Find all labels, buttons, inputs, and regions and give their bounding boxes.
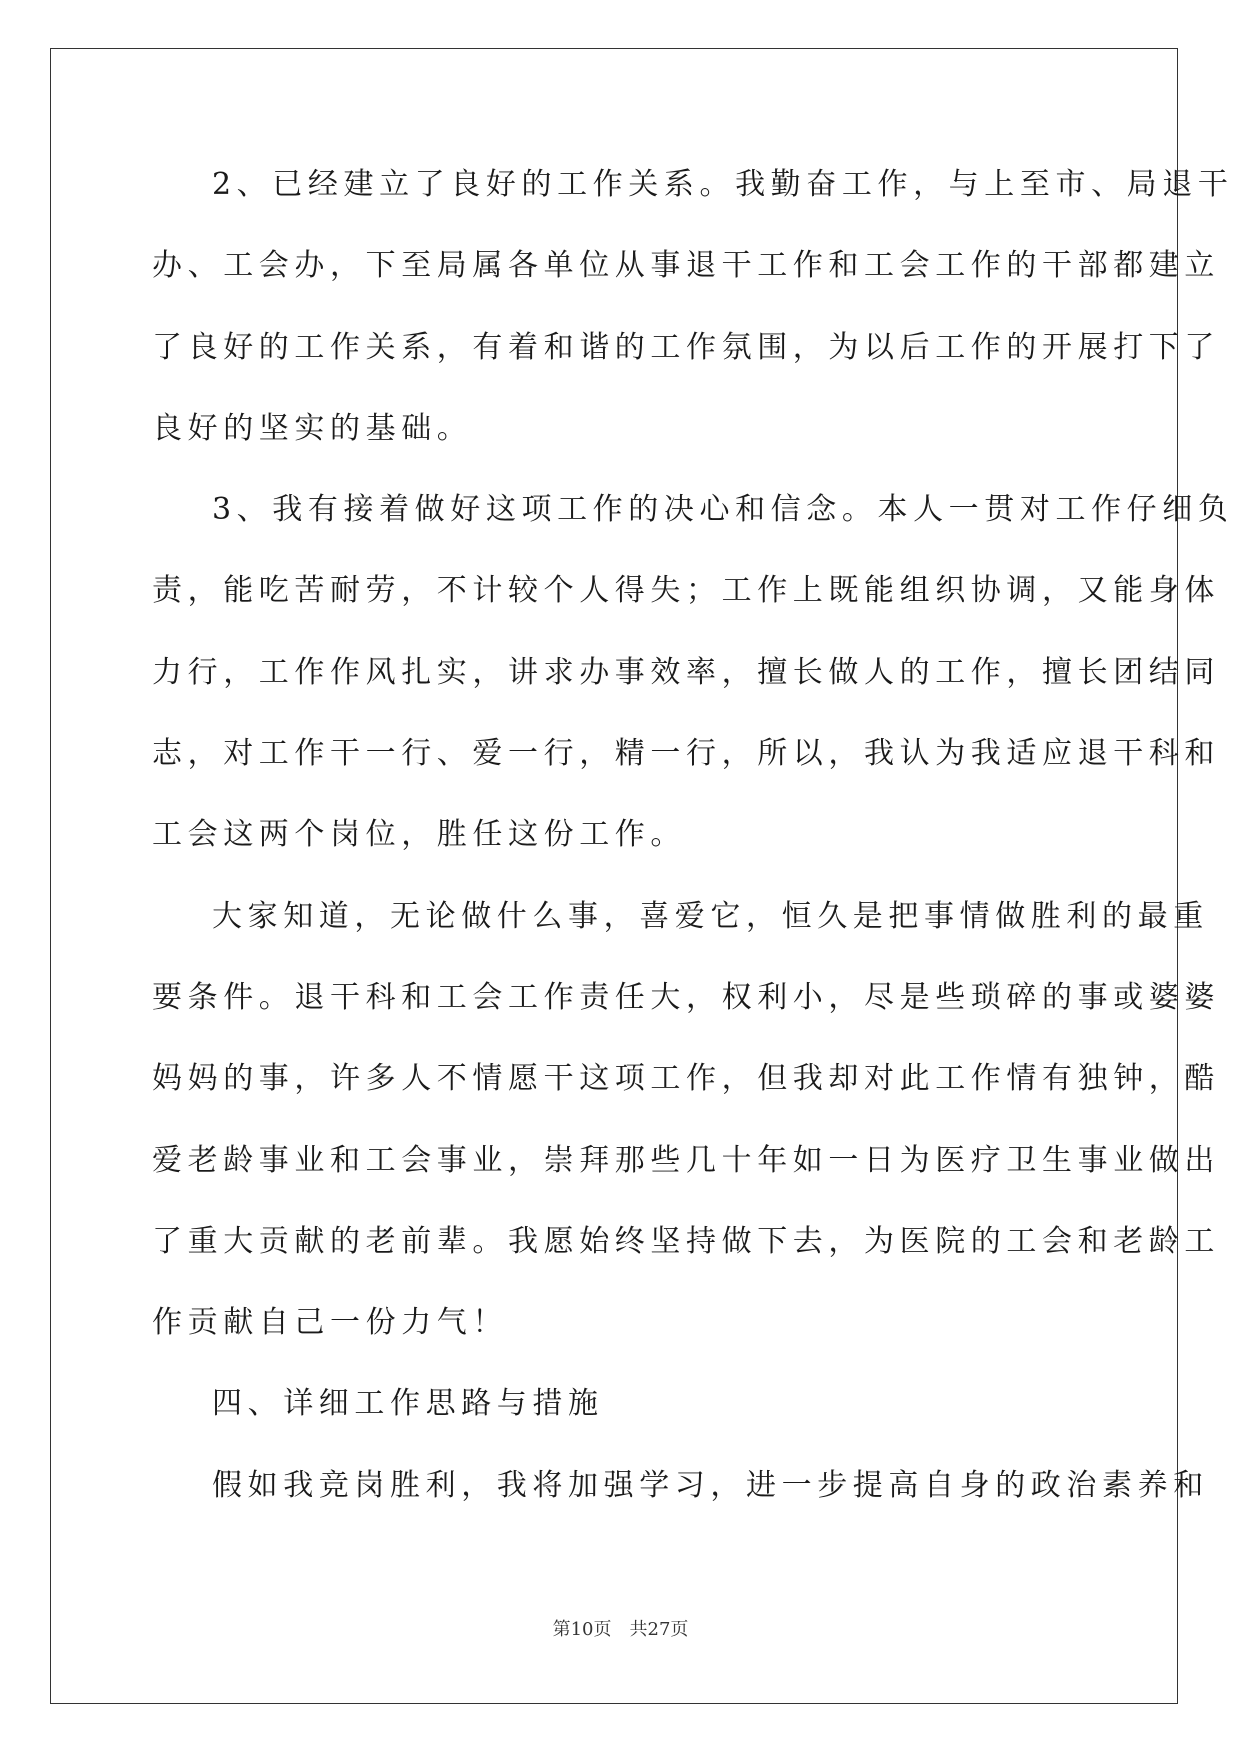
text-line: 假如我竞岗胜利，我将加强学习，进一步提高自身的政治素养和 (212, 1467, 1209, 1503)
text-line: 爱老龄事业和工会事业，崇拜那些几十年如一日为医疗卫生事业做出 (152, 1142, 1220, 1178)
text-line: 了重大贡献的老前辈。我愿始终坚持做下去，为医院的工会和老龄工 (152, 1223, 1220, 1259)
document-body (152, 165, 1234, 1547)
text-line: 3、我有接着做好这项工作的决心和信念。本人一贯对工作仔细负 (212, 492, 1234, 528)
text-line: 良好的坚实的基础。 (152, 410, 473, 446)
text-line: 妈妈的事，许多人不情愿干这项工作，但我却对此工作情有独钟，酷 (152, 1061, 1220, 1097)
text-line: 要条件。退干科和工会工作责任大，权利小，尽是些琐碎的事或婆婆 (152, 979, 1220, 1015)
text-line: 力行，工作作风扎实，讲求办事效率，擅长做人的工作，擅长团结同 (152, 654, 1220, 690)
text-line: 办、工会办，下至局属各单位从事退干工作和工会工作的干部都建立 (152, 248, 1220, 284)
text-line: 大家知道，无论做什么事，喜爱它，恒久是把事情做胜利的最重 (212, 898, 1209, 934)
text-line: 志，对工作干一行、爱一行，精一行，所以，我认为我适应退干科和 (152, 736, 1220, 772)
text-line: 四、详细工作思路与措施 (212, 1386, 604, 1422)
text-line: 2、已经建立了良好的工作关系。我勤奋工作，与上至市、局退干 (212, 167, 1234, 202)
text-line: 责，能吃苦耐劳，不计较个人得失；工作上既能组织协调，又能身体 (152, 573, 1220, 609)
text-line: 工会这两个岗位，胜任这份工作。 (152, 817, 686, 853)
text-line: 作贡献自己一份力气！ (152, 1305, 508, 1341)
text-line: 了良好的工作关系，有着和谐的工作氛围，为以后工作的开展打下了 (152, 329, 1220, 365)
page-number-footer: 第10页 共27页 (552, 1619, 689, 1640)
